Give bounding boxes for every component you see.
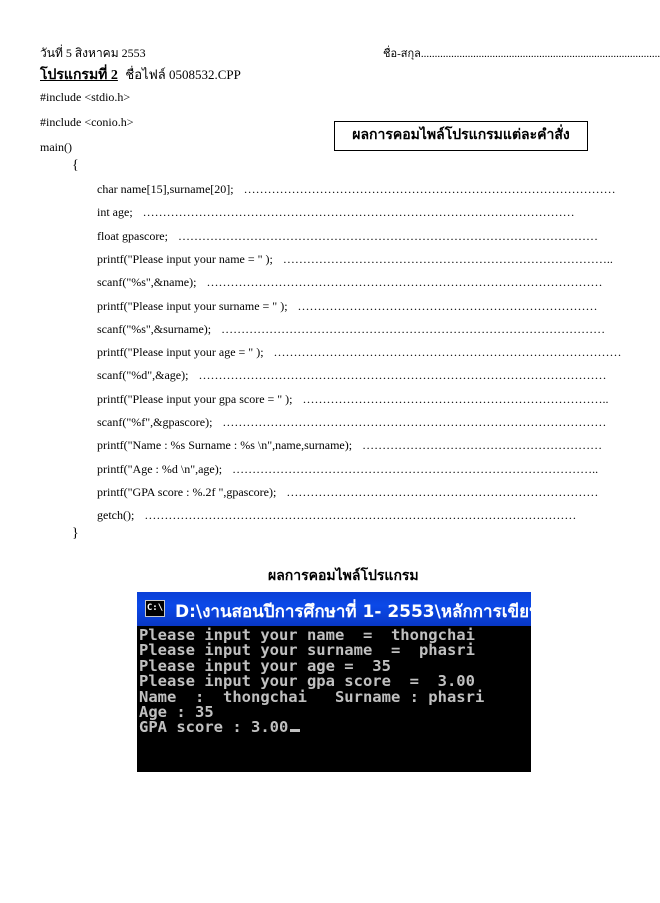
code-line [97, 297, 598, 315]
code-text: printf("Please input your age = " ); [97, 345, 264, 360]
include-stdio: #include <stdio.h> [40, 90, 131, 104]
open-brace: { [72, 158, 79, 173]
code-line [97, 436, 603, 454]
console-line: Please input your surname = phasri [139, 641, 475, 660]
console-line: Age : 35 [139, 703, 214, 721]
code-text: printf("Name : %s Surname : %s \n",name,surname); [97, 438, 353, 453]
code-text: getch(); [97, 508, 135, 523]
code-line [97, 366, 607, 384]
code-line [97, 227, 598, 245]
code-text: scanf("%s",&name); [97, 275, 197, 290]
date-text: วันที่ 5 สิงหาคม 2553 [40, 46, 146, 60]
code-text: printf("Please input your surname = " ); [97, 298, 288, 313]
code-line [97, 483, 599, 501]
code-line [97, 390, 609, 408]
dotted-leader: …………………………………………………………………… [286, 484, 599, 499]
console-line: Name : thongchai Surname : phasri [139, 687, 485, 706]
program-title: โปรแกรมที่ 2 [40, 68, 118, 83]
code-text: float gpascore; [97, 228, 168, 243]
dotted-leader: …………………………………………………………………………………… [222, 415, 607, 429]
code-line [97, 343, 622, 361]
code-line [97, 460, 599, 478]
compile-result-box: ผลการคอมไพล์โปรแกรมแต่ละคำสั่ง [334, 121, 588, 151]
dotted-leader: ………………………………………………………………….. [302, 391, 609, 406]
console-cursor [290, 729, 300, 732]
dotted-leader: ……………………………………………………………………….. [282, 251, 613, 266]
console-titlebar[interactable] [137, 592, 601, 626]
code-text: scanf("%s",&surname); [97, 321, 212, 336]
dotted-leader: ……………………………………………………………………………………………… [142, 205, 575, 220]
dotted-leader: ……………………………………………………………………………………… [206, 275, 603, 290]
code-text: printf("GPA score : %.2f ",gpascore); [97, 484, 277, 499]
dotted-leader: …………………………………………………… [362, 438, 603, 453]
dotted-leader: ………………………………………………………………………………… [243, 182, 616, 196]
dotted-leader: ……………………………………………………………………………….. [232, 461, 599, 476]
console-line: Please input your name = thongchai [139, 626, 475, 644]
dotted-leader: …………………………………………………………………………………… [221, 321, 606, 336]
code-text: scanf("%f",&gpascore); [97, 415, 213, 429]
code-text: int age; [97, 205, 133, 220]
code-text: printf("Please input your name = " ); [97, 251, 273, 266]
console-line: Please input your age = 35 [139, 656, 391, 675]
console-line: Please input your gpa score = 3.00 [139, 672, 475, 691]
name-field-label: ชื่อ-สกุล....................................................................................... [383, 48, 660, 60]
close-brace: } [72, 526, 79, 541]
code-line [97, 506, 588, 524]
code-line [97, 250, 613, 268]
main-declaration: main() [40, 140, 72, 154]
console-window [137, 592, 601, 772]
dotted-leader: ……………………………………………………………………………………………… [144, 508, 577, 523]
code-line [97, 320, 606, 338]
code-text: scanf("%d",&age); [97, 368, 189, 383]
console-title: D:\งานสอนปีการศึกษาที่ 1- 2553\หลักการเขียนโปรแกร [175, 602, 601, 622]
code-text: char name[15],surname[20]; [97, 182, 234, 196]
code-text: printf("Please input your gpa score = " ); [97, 391, 293, 406]
dotted-leader: …………………………………………………………………………… [273, 345, 622, 360]
include-conio: #include <conio.h> [40, 115, 134, 129]
program-title-row [40, 64, 241, 86]
code-line [97, 273, 603, 291]
code-line [97, 413, 607, 431]
console-line: GPA score : 3.00 [139, 720, 300, 735]
dotted-leader: …………………………………………………………………………………………… [177, 228, 598, 243]
result-title: ผลการคอมไพล์โปรแกรม [268, 568, 419, 584]
dotted-leader: ………………………………………………………………………………………… [198, 368, 607, 383]
console-icon: C:\ [145, 600, 165, 617]
file-label: ชื่อไฟล์ 0508532.CPP [125, 67, 241, 82]
code-line [97, 203, 588, 221]
dotted-leader: ………………………………………………………………… [297, 298, 598, 313]
code-line [97, 180, 616, 198]
code-text: printf("Age : %d \n",age); [97, 461, 223, 476]
